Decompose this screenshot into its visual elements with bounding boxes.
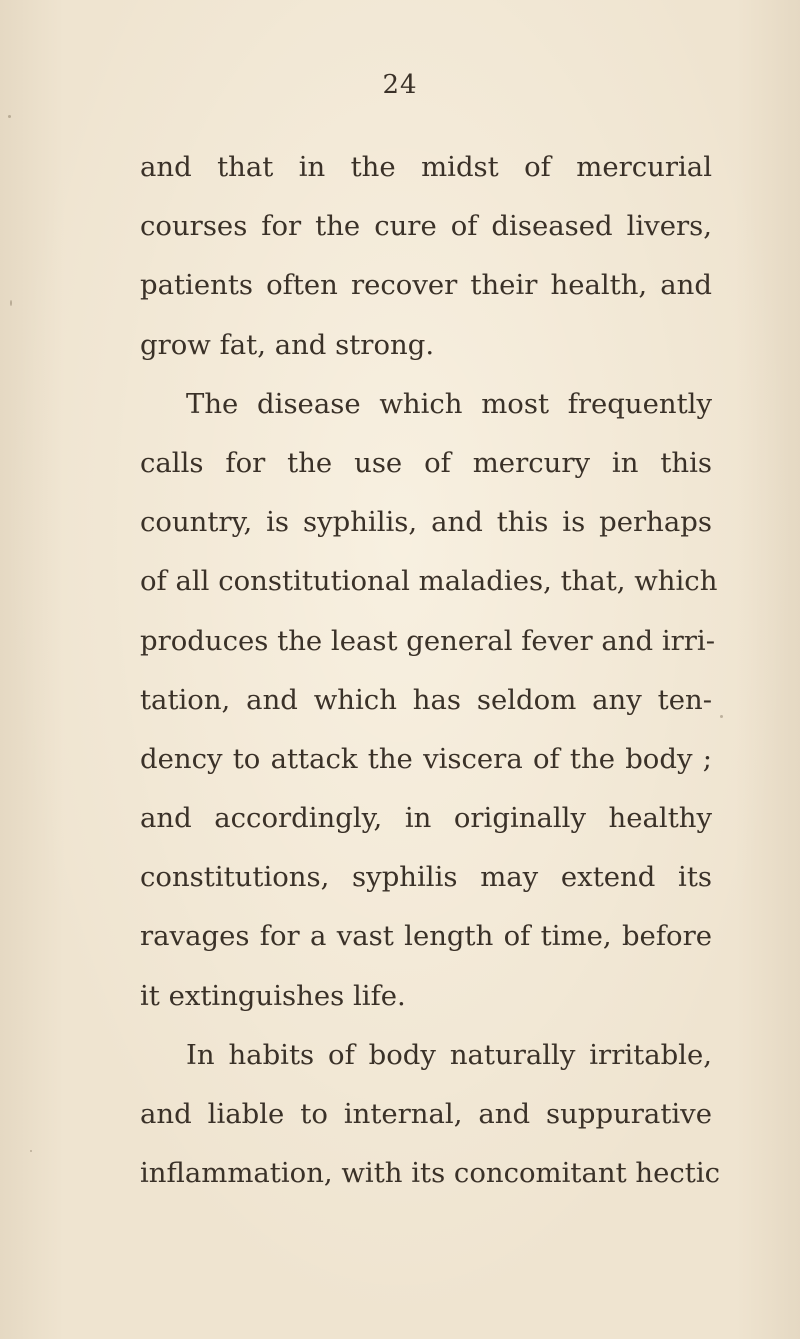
paper-speck	[720, 715, 723, 718]
text-line: and accordingly, in originally healthy	[140, 802, 712, 835]
paragraph-1	[140, 138, 712, 375]
paper-speck	[30, 1150, 32, 1152]
text-line: patients often recover their health, and	[140, 269, 712, 302]
paragraph-3	[140, 1026, 721, 1204]
text-line: country, is syphilis, and this is perhaps	[140, 506, 712, 539]
text-line: grow fat, and strong.	[140, 328, 435, 361]
text-line: In habits of body naturally irritable,	[186, 1038, 712, 1071]
text-line: of all constitutional maladies, that, which	[140, 565, 718, 598]
text-line: constitutions, syphilis may extend its	[140, 861, 712, 894]
paper-speck	[10, 300, 12, 306]
text-line: calls for the use of mercury in this	[140, 446, 712, 479]
text-line: and liable to internal, and suppurative	[140, 1098, 712, 1130]
paper-speck	[8, 115, 11, 118]
text-line: produces the least general fever and irri-	[140, 624, 716, 657]
text-line: tation, and which has seldom any ten-	[140, 683, 712, 716]
text-line: and that in the midst of mercurial	[140, 151, 712, 183]
text-line: ravages for a vast length of time, before	[140, 920, 712, 953]
text-line: dency to attack the viscera of the body ;	[140, 742, 712, 775]
body-text	[140, 138, 721, 1203]
text-line: it extinguishes life.	[140, 979, 406, 1012]
paragraph-2	[140, 375, 718, 1026]
text-line: The disease which most frequently	[186, 387, 712, 420]
text-line: courses for the cure of diseased livers,	[140, 210, 712, 243]
text-line: inflammation, with its concomitant hectic	[140, 1157, 721, 1190]
page-number: 24	[382, 70, 418, 100]
